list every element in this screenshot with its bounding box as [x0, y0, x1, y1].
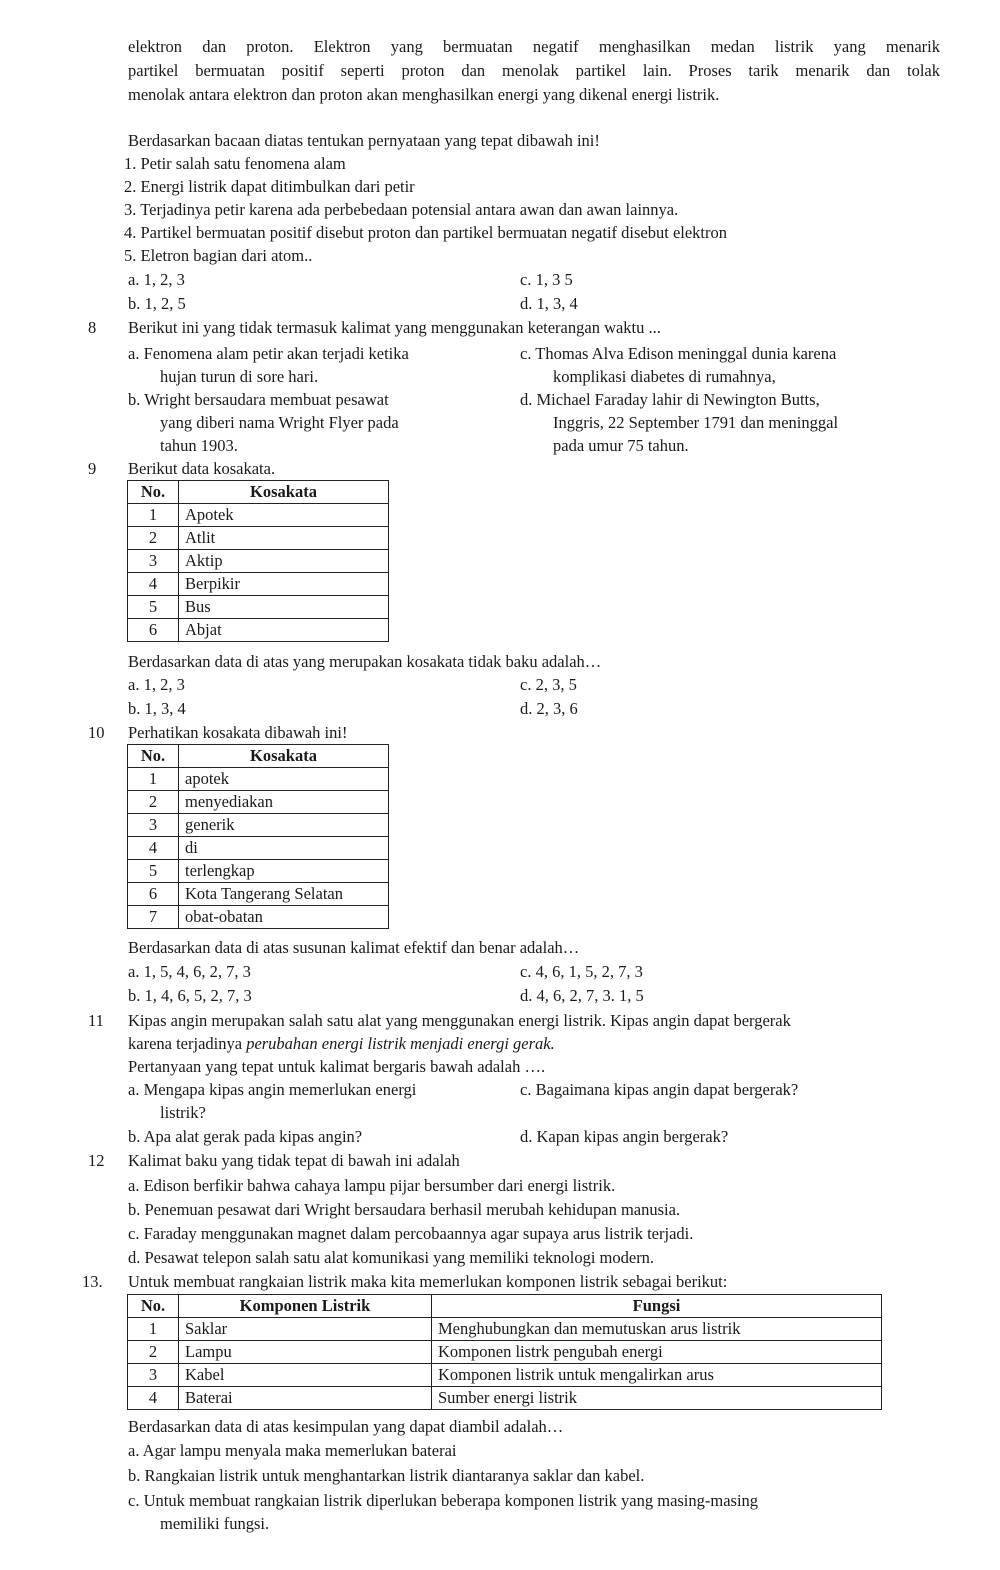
table-cell: 1 [128, 768, 179, 791]
q9-option-a[interactable]: a. 1, 2, 3 [128, 675, 185, 694]
table-cell: Kabel [179, 1364, 432, 1387]
q7-prompt: Berdasarkan bacaan diatas tentukan pernyataan yang tepat dibawah ini! [128, 131, 600, 150]
q12-option-b[interactable]: b. Penemuan pesawat dari Wright bersaudara berhasil merubah kehidupan manusia. [128, 1200, 681, 1219]
table-cell: 6 [128, 619, 179, 642]
table-row [128, 504, 389, 527]
table-cell: 3 [128, 814, 179, 837]
table-row [128, 573, 389, 596]
table-cell: Aktip [179, 550, 389, 573]
table-cell: menyediakan [179, 791, 389, 814]
q11-option-d[interactable]: d. Kapan kipas angin bergerak? [520, 1127, 729, 1146]
table-cell: terlengkap [179, 860, 389, 883]
q12-option-a[interactable]: a. Edison berfikir bahwa cahaya lampu pijar bersumber dari energi listrik. [128, 1176, 616, 1195]
q13-prompt: Untuk membuat rangkaian listrik maka kita memerlukan komponen listrik sebagai berikut: [128, 1272, 728, 1291]
table-header-row [128, 745, 389, 768]
q9-question: Berdasarkan data di atas yang merupakan kosakata tidak baku adalah… [128, 652, 602, 671]
q7-option-d[interactable]: d. 1, 3, 4 [520, 294, 578, 313]
table-cell: Berpikir [179, 573, 389, 596]
table-cell: Sumber energi listrik [432, 1387, 882, 1410]
table-cell: 7 [128, 906, 179, 929]
q12-number: 12 [88, 1151, 105, 1170]
table-header: No. [128, 1295, 179, 1318]
q13-option-c-cont[interactable]: memiliki fungsi. [160, 1514, 270, 1533]
q8-option-b-cont[interactable]: tahun 1903. [160, 436, 238, 455]
table-cell: Abjat [179, 619, 389, 642]
table-cell: Baterai [179, 1387, 432, 1410]
q10-vocab-table [127, 744, 389, 929]
table-row [128, 837, 389, 860]
table-cell: 2 [128, 527, 179, 550]
table-cell: generik [179, 814, 389, 837]
q8-option-a-cont[interactable]: hujan turun di sore hari. [160, 367, 319, 386]
q8-option-b[interactable]: b. Wright bersaudara membuat pesawat [128, 390, 389, 409]
table-row [128, 814, 389, 837]
q7-statement: 1. Petir salah satu fenomena alam [124, 154, 346, 173]
table-row [128, 1318, 882, 1341]
q12-option-d[interactable]: d. Pesawat telepon salah satu alat komunikasi yang memiliki teknologi modern. [128, 1248, 655, 1267]
table-cell: 4 [128, 837, 179, 860]
q13-number: 13. [82, 1272, 103, 1291]
table-row [128, 596, 389, 619]
q13-option-c[interactable]: c. Untuk membuat rangkaian listrik diperlukan beberapa komponen listrik yang masing-masing [128, 1491, 759, 1510]
intro-line-3: menolak antara elektron dan proton akan menghasilkan energi yang dikenal energi listrik. [128, 85, 720, 104]
q13-components-table [127, 1294, 882, 1410]
table-cell: 2 [128, 791, 179, 814]
q11-text-emphasis: perubahan energi listrik menjadi energi gerak. [246, 1034, 555, 1053]
q11-number: 11 [88, 1011, 104, 1030]
table-row [128, 1341, 882, 1364]
table-row [128, 1387, 882, 1410]
table-row [128, 791, 389, 814]
q8-option-b-cont[interactable]: yang diberi nama Wright Flyer pada [160, 413, 399, 432]
q10-option-d[interactable]: d. 4, 6, 2, 7, 3. 1, 5 [520, 986, 644, 1005]
q11-option-c[interactable]: c. Bagaimana kipas angin dapat bergerak? [520, 1080, 799, 1099]
q10-option-c[interactable]: c. 4, 6, 1, 5, 2, 7, 3 [520, 962, 643, 981]
q13-option-b[interactable]: b. Rangkaian listrik untuk menghantarkan listrik diantaranya saklar dan kabel. [128, 1466, 645, 1485]
q8-option-a[interactable]: a. Fenomena alam petir akan terjadi ketika [128, 344, 409, 363]
q11-text-plain: karena terjadinya [128, 1034, 247, 1053]
q8-option-c[interactable]: c. Thomas Alva Edison meninggal dunia karena [520, 344, 837, 363]
table-row [128, 860, 389, 883]
q11-option-a[interactable]: a. Mengapa kipas angin memerlukan energi [128, 1080, 417, 1099]
q7-statement: 3. Terjadinya petir karena ada perbebedaan potensial antara awan dan awan lainnya. [124, 200, 679, 219]
table-cell: Bus [179, 596, 389, 619]
table-header: Fungsi [432, 1295, 882, 1318]
intro-line-1: elektron dan proton. Elektron yang bermuatan negatif menghasilkan medan listrik yang menarik [128, 37, 940, 56]
q11-option-a-cont[interactable]: listrik? [160, 1103, 206, 1122]
table-cell: 1 [128, 1318, 179, 1341]
q10-prompt: Perhatikan kosakata dibawah ini! [128, 723, 348, 742]
table-cell: obat-obatan [179, 906, 389, 929]
q10-number: 10 [88, 723, 105, 742]
q8-option-d-cont[interactable]: Inggris, 22 September 1791 dan meninggal [553, 413, 839, 432]
table-cell: Apotek [179, 504, 389, 527]
table-cell: 3 [128, 550, 179, 573]
table-cell: Kota Tangerang Selatan [179, 883, 389, 906]
q8-option-d[interactable]: d. Michael Faraday lahir di Newington Butts, [520, 390, 820, 409]
q13-option-a[interactable]: a. Agar lampu menyala maka memerlukan baterai [128, 1441, 457, 1460]
q12-option-c[interactable]: c. Faraday menggunakan magnet dalam percobaannya agar supaya arus listrik terjadi. [128, 1224, 694, 1243]
table-cell: Komponen listrk pengubah energi [432, 1341, 882, 1364]
table-cell: Komponen listrik untuk mengalirkan arus [432, 1364, 882, 1387]
q10-option-b[interactable]: b. 1, 4, 6, 5, 2, 7, 3 [128, 986, 252, 1005]
table-header: No. [128, 745, 179, 768]
q7-option-b[interactable]: b. 1, 2, 5 [128, 294, 186, 313]
table-cell: 1 [128, 504, 179, 527]
table-header: Kosakata [179, 481, 389, 504]
table-cell: apotek [179, 768, 389, 791]
table-header: No. [128, 481, 179, 504]
table-row [128, 619, 389, 642]
q8-number: 8 [88, 318, 97, 337]
table-row [128, 1364, 882, 1387]
q9-option-c[interactable]: c. 2, 3, 5 [520, 675, 577, 694]
table-cell: 4 [128, 573, 179, 596]
q11-text-line-2 [128, 1032, 555, 1056]
intro-line-2: partikel bermuatan positif seperti proton dan menolak partikel lain. Proses tarik menarik dan tolak [128, 61, 940, 80]
q10-question: Berdasarkan data di atas susunan kalimat efektif dan benar adalah… [128, 938, 580, 957]
table-header-row [128, 1295, 882, 1318]
q7-option-c[interactable]: c. 1, 3 5 [520, 270, 573, 289]
table-row [128, 906, 389, 929]
q9-vocab-table [127, 480, 389, 642]
q8-option-c-cont[interactable]: komplikasi diabetes di rumahnya, [553, 367, 776, 386]
q9-prompt: Berikut data kosakata. [128, 459, 276, 478]
q9-option-d[interactable]: d. 2, 3, 6 [520, 699, 578, 718]
table-cell: Lampu [179, 1341, 432, 1364]
q7-option-a[interactable]: a. 1, 2, 3 [128, 270, 185, 289]
q7-statement: 4. Partikel bermuatan positif disebut proton dan partikel bermuatan negatif disebut elektron [124, 223, 727, 242]
q12-prompt: Kalimat baku yang tidak tepat di bawah ini adalah [128, 1151, 460, 1170]
q9-number: 9 [88, 459, 97, 478]
table-row [128, 550, 389, 573]
q8-prompt: Berikut ini yang tidak termasuk kalimat yang menggunakan keterangan waktu ... [128, 318, 661, 337]
table-cell: 2 [128, 1341, 179, 1364]
q7-statement: 5. Eletron bagian dari atom.. [124, 246, 313, 265]
q11-option-b[interactable]: b. Apa alat gerak pada kipas angin? [128, 1127, 363, 1146]
table-cell: 6 [128, 883, 179, 906]
table-cell: Atlit [179, 527, 389, 550]
q13-question: Berdasarkan data di atas kesimpulan yang dapat diambil adalah… [128, 1417, 564, 1436]
table-row [128, 527, 389, 550]
q7-statement: 2. Energi listrik dapat ditimbulkan dari petir [124, 177, 415, 196]
table-row [128, 883, 389, 906]
table-header-row [128, 481, 389, 504]
table-cell: Saklar [179, 1318, 432, 1341]
table-row [128, 768, 389, 791]
table-cell: 5 [128, 596, 179, 619]
q9-option-b[interactable]: b. 1, 3, 4 [128, 699, 186, 718]
q8-option-d-cont[interactable]: pada umur 75 tahun. [553, 436, 689, 455]
table-cell: di [179, 837, 389, 860]
table-header: Komponen Listrik [179, 1295, 432, 1318]
table-cell: 5 [128, 860, 179, 883]
q10-option-a[interactable]: a. 1, 5, 4, 6, 2, 7, 3 [128, 962, 251, 981]
table-header: Kosakata [179, 745, 389, 768]
table-cell: 3 [128, 1364, 179, 1387]
table-cell: 4 [128, 1387, 179, 1410]
q11-question: Pertanyaan yang tepat untuk kalimat bergaris bawah adalah …. [128, 1057, 546, 1076]
q11-text-line-1: Kipas angin merupakan salah satu alat yang menggunakan energi listrik. Kipas angin dapat bergerak [128, 1011, 791, 1030]
table-cell: Menghubungkan dan memutuskan arus listrik [432, 1318, 882, 1341]
